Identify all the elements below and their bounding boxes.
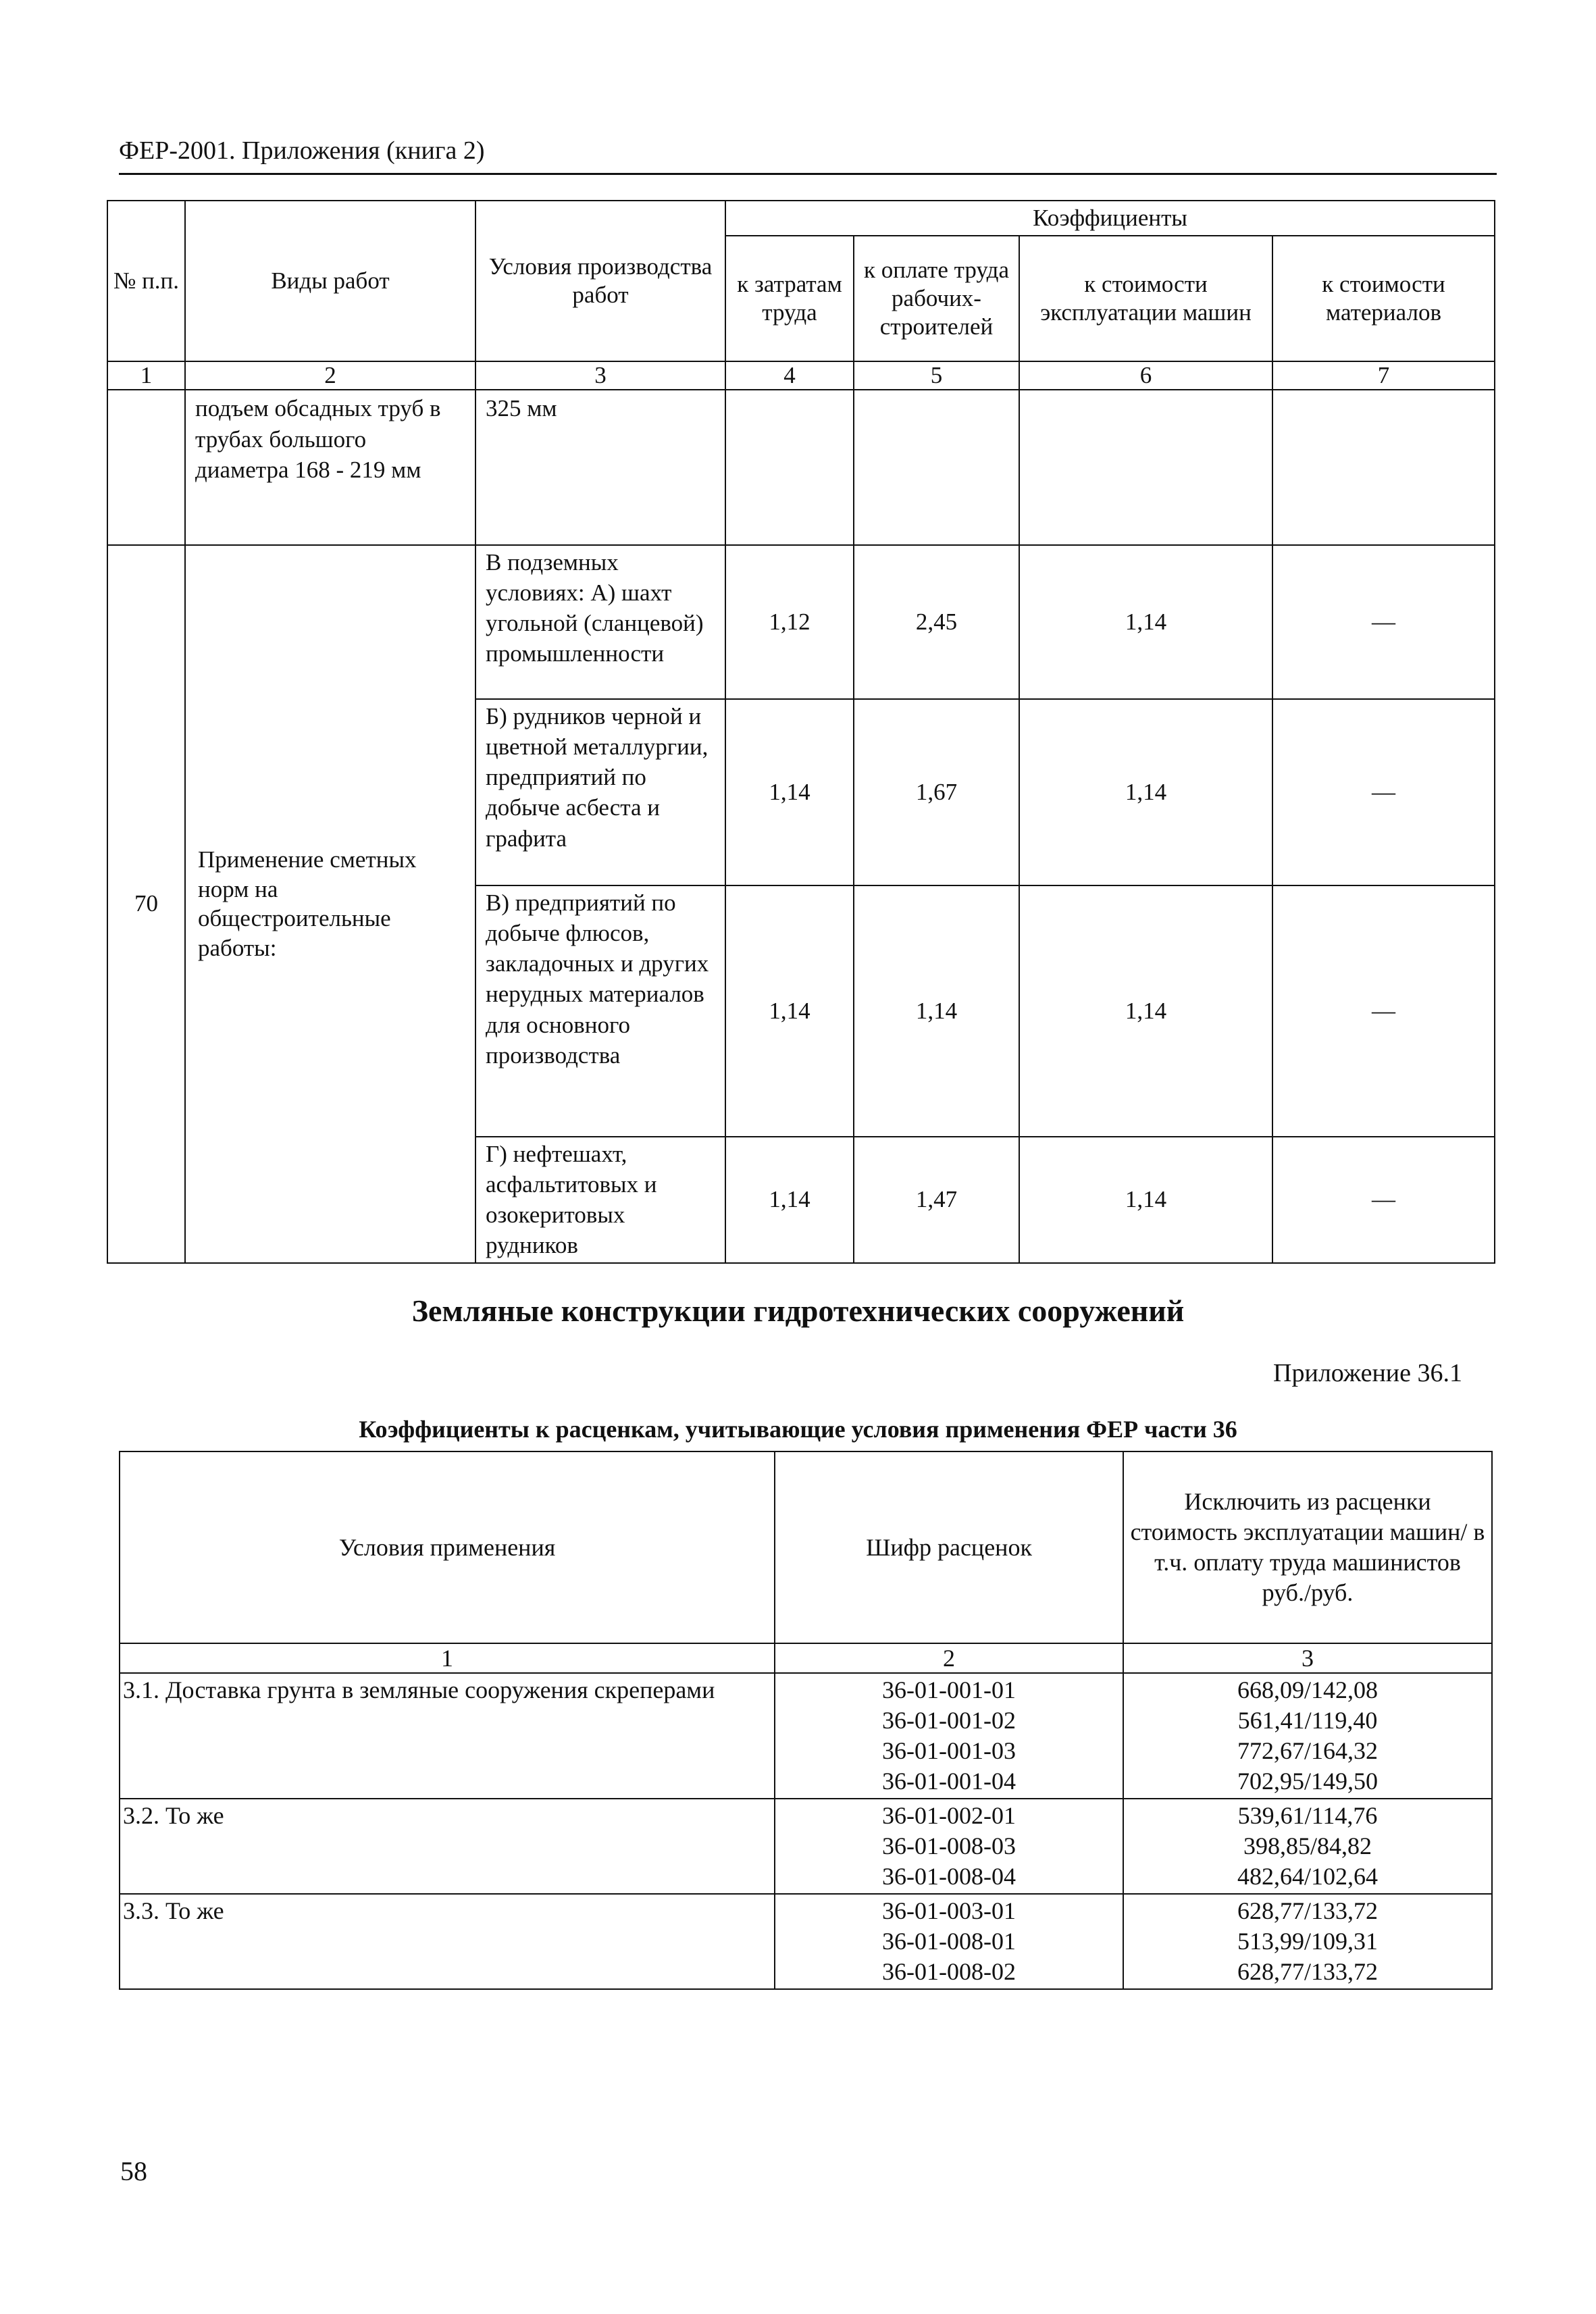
header-coefficients: Коэффициенты [725, 201, 1495, 236]
column-number: 4 [725, 361, 854, 390]
rate-value: 702,95/149,50 [1237, 1768, 1378, 1795]
rate-code: 36-01-001-01 [882, 1676, 1016, 1703]
group-codes [775, 1799, 1123, 1894]
rate-code: 36-01-008-01 [882, 1928, 1016, 1955]
rate-value: 561,41/119,40 [1237, 1707, 1378, 1734]
column-number: 3 [1123, 1643, 1492, 1673]
appendix-label: Приложение 36.1 [1273, 1359, 1462, 1387]
group-values [1123, 1673, 1492, 1799]
header-application-conditions: Условия применения [120, 1451, 775, 1643]
coef-machines: 1,14 [1019, 885, 1272, 1137]
coef-labor: 1,14 [725, 1137, 854, 1263]
header-num: № п.п. [107, 201, 185, 361]
coefficients-table [107, 200, 1495, 1264]
rate-value: 482,64/102,64 [1237, 1863, 1378, 1890]
group-condition: 3.1. Доставка грунта в земляные сооружения скреперами [120, 1673, 775, 1799]
column-number: 3 [475, 361, 725, 390]
header-rule [119, 173, 1497, 175]
rate-value: 398,85/84,82 [1243, 1832, 1372, 1859]
table-caption: Коэффициенты к расценкам, учитывающие условия применения ФЕР части 36 [359, 1416, 1237, 1443]
column-number: 7 [1272, 361, 1495, 390]
header-workers-pay: к оплате труда рабочих-строителей [854, 236, 1019, 361]
coef-materials: — [1272, 699, 1495, 885]
coef-machines: 1,14 [1019, 699, 1272, 885]
group-values [1123, 1894, 1492, 1989]
column-number-row [107, 361, 1495, 390]
column-number: 1 [120, 1643, 775, 1673]
rate-code: 36-01-008-02 [882, 1958, 1016, 1985]
cell-empty [1272, 390, 1495, 545]
rate-value: 513,99/109,31 [1237, 1928, 1378, 1955]
coef-machines: 1,14 [1019, 1137, 1272, 1263]
header-machines: к стоимости эксплуатации машин [1019, 236, 1272, 361]
page-number: 58 [120, 2156, 147, 2186]
rate-code: 36-01-001-03 [882, 1737, 1016, 1764]
row-70-num: 70 [107, 545, 185, 1263]
rate-value: 628,77/133,72 [1237, 1958, 1378, 1985]
group-values [1123, 1799, 1492, 1894]
coef-labor: 1,14 [725, 699, 854, 885]
rate-code: 36-01-003-01 [882, 1897, 1016, 1924]
coef-labor: 1,12 [725, 545, 854, 699]
condition-d: Г) нефтешахт, асфальтитовых и озокеритовых рудников [475, 1137, 725, 1263]
group-3-1 [120, 1673, 1492, 1799]
column-number: 6 [1019, 361, 1272, 390]
group-condition: 3.2. То же [120, 1799, 775, 1894]
column-number: 2 [775, 1643, 1123, 1673]
continuation-row [107, 390, 1495, 545]
group-codes [775, 1894, 1123, 1989]
column-number: 1 [107, 361, 185, 390]
rate-value: 628,77/133,72 [1237, 1897, 1378, 1924]
cell-empty [854, 390, 1019, 545]
coef-materials: — [1272, 1137, 1495, 1263]
rate-value: 668,09/142,08 [1237, 1676, 1378, 1703]
header-work-types: Виды работ [185, 201, 475, 361]
cell-empty [725, 390, 854, 545]
coef-labor: 1,14 [725, 885, 854, 1137]
cell-empty [107, 390, 185, 545]
condition-b: Б) рудников черной и цветной металлургии, предприятий по добыче асбеста и графита [475, 699, 725, 885]
rate-code: 36-01-001-02 [882, 1707, 1016, 1734]
coef-materials: — [1272, 545, 1495, 699]
header-materials: к стоимости материалов [1272, 236, 1495, 361]
header-exclude-cost: Исключить из расценки стоимость эксплуатации машин/ в т.ч. оплату труда машинистов руб./руб. [1123, 1451, 1492, 1643]
rate-value: 539,61/114,76 [1237, 1802, 1378, 1829]
row-70-work: Применение сметных норм на общестроительные работы: [185, 545, 475, 1263]
coef-materials: — [1272, 885, 1495, 1137]
group-3-3 [120, 1894, 1492, 1989]
header-labor: к затратам труда [725, 236, 854, 361]
group-codes [775, 1673, 1123, 1799]
header-conditions: Условия производства работ [475, 201, 725, 361]
coef-workers: 1,14 [854, 885, 1019, 1137]
continuation-work: подъем обсадных труб в трубах большого диаметра 168 - 219 мм [185, 390, 475, 545]
condition-a: В подземных условиях: А) шахт угольной (сланцевой) промышленности [475, 545, 725, 699]
rate-code: 36-01-008-04 [882, 1863, 1016, 1890]
coef-workers: 1,47 [854, 1137, 1019, 1263]
column-number: 5 [854, 361, 1019, 390]
continuation-condition: 325 мм [475, 390, 725, 545]
rate-code: 36-01-008-03 [882, 1832, 1016, 1859]
column-number-row [120, 1643, 1492, 1673]
cell-empty [1019, 390, 1272, 545]
coef-workers: 2,45 [854, 545, 1019, 699]
page-header-title: ФЕР-2001. Приложения (книга 2) [119, 136, 485, 165]
rates-table [119, 1451, 1493, 1990]
row-70-sub-a [107, 545, 1495, 699]
header-rate-codes: Шифр расценок [775, 1451, 1123, 1643]
rate-value: 772,67/164,32 [1237, 1737, 1378, 1764]
rate-code: 36-01-002-01 [882, 1802, 1016, 1829]
coef-machines: 1,14 [1019, 545, 1272, 699]
condition-c: В) предприятий по добыче флюсов, закладочных и других нерудных материалов для основного производства [475, 885, 725, 1137]
group-3-2 [120, 1799, 1492, 1894]
group-condition: 3.3. То же [120, 1894, 775, 1989]
section-title: Земляные конструкции гидротехнических сооружений [411, 1293, 1185, 1328]
column-number: 2 [185, 361, 475, 390]
coef-workers: 1,67 [854, 699, 1019, 885]
rate-code: 36-01-001-04 [882, 1768, 1016, 1795]
